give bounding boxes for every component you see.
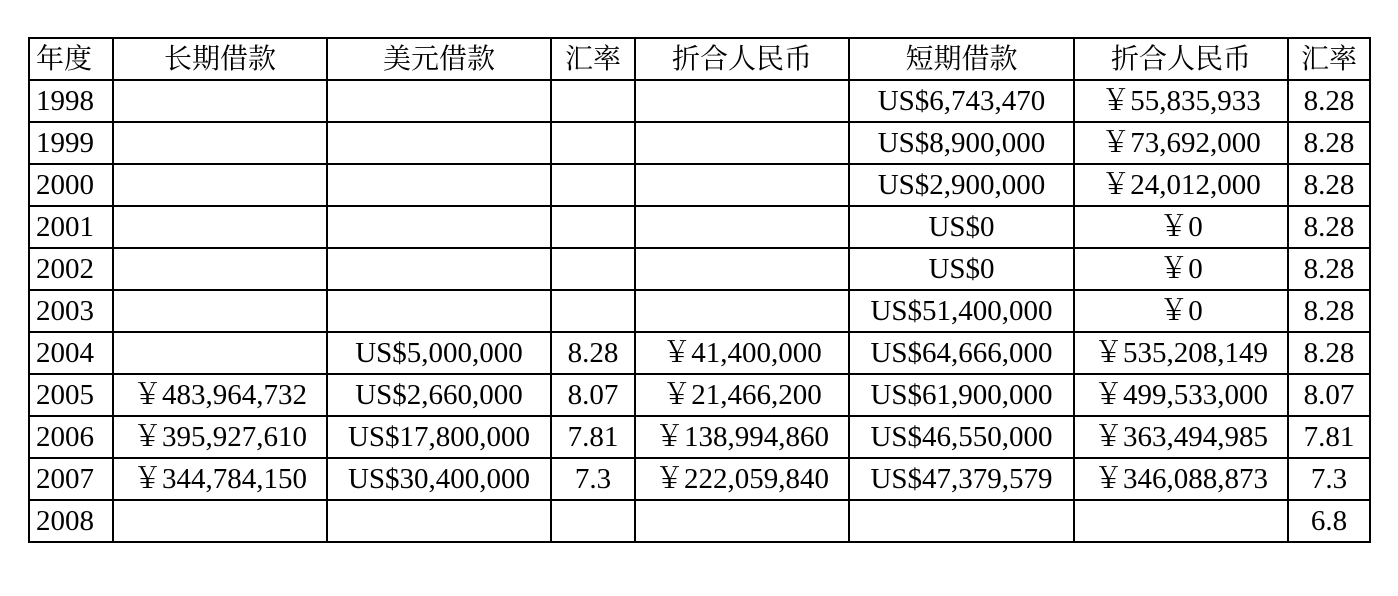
- cell-usd-loan: [327, 206, 551, 248]
- cell-long-term-loan: ￥483,964,732: [113, 374, 327, 416]
- cell-rmb-equivalent: ￥41,400,000: [635, 332, 849, 374]
- cell-exchange-rate: 7.3: [551, 458, 635, 500]
- cell-exchange-rate: 8.28: [551, 332, 635, 374]
- header-exchange-rate: 汇率: [551, 38, 635, 80]
- cell-short-term-loan: US$46,550,000: [849, 416, 1074, 458]
- cell-rmb-equivalent-short: ￥0: [1074, 248, 1288, 290]
- cell-short-term-loan: US$47,379,579: [849, 458, 1074, 500]
- cell-exchange-rate-short: 8.28: [1288, 290, 1370, 332]
- cell-usd-loan: [327, 500, 551, 542]
- cell-short-term-loan: [849, 500, 1074, 542]
- cell-usd-loan: US$17,800,000: [327, 416, 551, 458]
- cell-usd-loan: US$2,660,000: [327, 374, 551, 416]
- cell-short-term-loan: US$51,400,000: [849, 290, 1074, 332]
- cell-exchange-rate-short: 8.28: [1288, 206, 1370, 248]
- header-rmb-equivalent-short: 折合人民币: [1074, 38, 1288, 80]
- cell-year: 2000: [29, 164, 113, 206]
- cell-short-term-loan: US$2,900,000: [849, 164, 1074, 206]
- cell-rmb-equivalent: [635, 122, 849, 164]
- header-year: 年度: [29, 38, 113, 80]
- table-row: [29, 416, 1370, 458]
- cell-long-term-loan: [113, 164, 327, 206]
- cell-rmb-equivalent-short: ￥24,012,000: [1074, 164, 1288, 206]
- cell-long-term-loan: [113, 248, 327, 290]
- cell-rmb-equivalent: ￥21,466,200: [635, 374, 849, 416]
- cell-rmb-equivalent-short: ￥346,088,873: [1074, 458, 1288, 500]
- table-row: [29, 206, 1370, 248]
- cell-short-term-loan: US$6,743,470: [849, 80, 1074, 122]
- table-body: [29, 80, 1370, 542]
- cell-rmb-equivalent-short: ￥535,208,149: [1074, 332, 1288, 374]
- cell-exchange-rate: [551, 248, 635, 290]
- table-row: [29, 80, 1370, 122]
- header-long-term-loan: 长期借款: [113, 38, 327, 80]
- header-exchange-rate-short: 汇率: [1288, 38, 1370, 80]
- cell-rmb-equivalent: [635, 80, 849, 122]
- cell-year: 2002: [29, 248, 113, 290]
- cell-year: 2001: [29, 206, 113, 248]
- cell-long-term-loan: [113, 290, 327, 332]
- cell-rmb-equivalent: [635, 164, 849, 206]
- cell-year: 2003: [29, 290, 113, 332]
- cell-usd-loan: [327, 248, 551, 290]
- cell-year: 1999: [29, 122, 113, 164]
- cell-year: 1998: [29, 80, 113, 122]
- table-row: [29, 374, 1370, 416]
- cell-long-term-loan: [113, 122, 327, 164]
- table-row: [29, 290, 1370, 332]
- cell-rmb-equivalent-short: ￥499,533,000: [1074, 374, 1288, 416]
- cell-exchange-rate: [551, 500, 635, 542]
- cell-short-term-loan: US$0: [849, 248, 1074, 290]
- cell-year: 2008: [29, 500, 113, 542]
- cell-short-term-loan: US$64,666,000: [849, 332, 1074, 374]
- cell-exchange-rate-short: 8.28: [1288, 248, 1370, 290]
- cell-exchange-rate: [551, 290, 635, 332]
- cell-exchange-rate-short: 6.8: [1288, 500, 1370, 542]
- cell-long-term-loan: [113, 206, 327, 248]
- cell-rmb-equivalent-short: ￥363,494,985: [1074, 416, 1288, 458]
- cell-year: 2007: [29, 458, 113, 500]
- cell-rmb-equivalent: [635, 248, 849, 290]
- cell-usd-loan: [327, 164, 551, 206]
- cell-rmb-equivalent-short: ￥55,835,933: [1074, 80, 1288, 122]
- cell-short-term-loan: US$8,900,000: [849, 122, 1074, 164]
- cell-rmb-equivalent: [635, 290, 849, 332]
- cell-short-term-loan: US$61,900,000: [849, 374, 1074, 416]
- cell-long-term-loan: ￥344,784,150: [113, 458, 327, 500]
- cell-exchange-rate: [551, 122, 635, 164]
- cell-exchange-rate-short: 8.07: [1288, 374, 1370, 416]
- cell-rmb-equivalent-short: ￥0: [1074, 290, 1288, 332]
- cell-long-term-loan: [113, 80, 327, 122]
- cell-exchange-rate-short: 8.28: [1288, 122, 1370, 164]
- cell-short-term-loan: US$0: [849, 206, 1074, 248]
- cell-usd-loan: US$30,400,000: [327, 458, 551, 500]
- cell-year: 2006: [29, 416, 113, 458]
- cell-exchange-rate-short: 8.28: [1288, 80, 1370, 122]
- table-row: [29, 248, 1370, 290]
- cell-exchange-rate-short: 8.28: [1288, 332, 1370, 374]
- cell-rmb-equivalent-short: ￥73,692,000: [1074, 122, 1288, 164]
- loan-table: [28, 37, 1371, 543]
- cell-year: 2005: [29, 374, 113, 416]
- table-row: [29, 122, 1370, 164]
- cell-year: 2004: [29, 332, 113, 374]
- table-row: [29, 500, 1370, 542]
- table-row: [29, 164, 1370, 206]
- cell-rmb-equivalent: ￥138,994,860: [635, 416, 849, 458]
- header-rmb-equivalent: 折合人民币: [635, 38, 849, 80]
- cell-rmb-equivalent: [635, 500, 849, 542]
- cell-exchange-rate-short: 8.28: [1288, 164, 1370, 206]
- table-row: [29, 332, 1370, 374]
- cell-long-term-loan: [113, 500, 327, 542]
- cell-exchange-rate: 8.07: [551, 374, 635, 416]
- cell-exchange-rate: 7.81: [551, 416, 635, 458]
- cell-usd-loan: [327, 290, 551, 332]
- cell-exchange-rate-short: 7.81: [1288, 416, 1370, 458]
- cell-rmb-equivalent: ￥222,059,840: [635, 458, 849, 500]
- cell-usd-loan: US$5,000,000: [327, 332, 551, 374]
- cell-usd-loan: [327, 80, 551, 122]
- cell-exchange-rate: [551, 206, 635, 248]
- header-usd-loan: 美元借款: [327, 38, 551, 80]
- cell-rmb-equivalent: [635, 206, 849, 248]
- cell-exchange-rate: [551, 164, 635, 206]
- cell-exchange-rate-short: 7.3: [1288, 458, 1370, 500]
- cell-rmb-equivalent-short: [1074, 500, 1288, 542]
- cell-long-term-loan: [113, 332, 327, 374]
- cell-exchange-rate: [551, 80, 635, 122]
- header-row: [29, 38, 1370, 80]
- cell-usd-loan: [327, 122, 551, 164]
- cell-long-term-loan: ￥395,927,610: [113, 416, 327, 458]
- header-short-term-loan: 短期借款: [849, 38, 1074, 80]
- cell-rmb-equivalent-short: ￥0: [1074, 206, 1288, 248]
- table-row: [29, 458, 1370, 500]
